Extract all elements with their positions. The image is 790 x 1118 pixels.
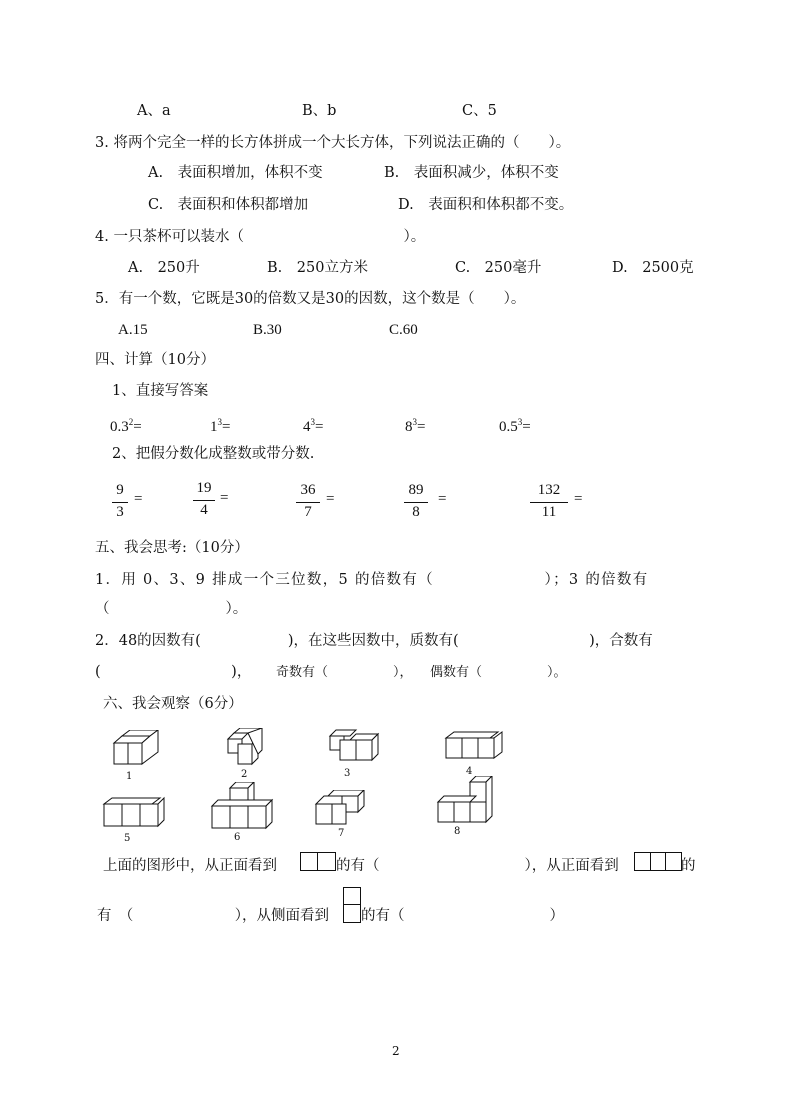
fraction-item: 132 11 =: [530, 482, 568, 522]
q4-option-b: B. 250立方米: [267, 260, 368, 276]
sec5-q2-line2b: 奇数有（ ），: [276, 665, 413, 680]
fraction-item: 89 8 =: [404, 482, 428, 522]
sec5-q2-line2c: 偶数有（ ）。: [430, 665, 567, 680]
section-4-sub1: 1、直接写答案: [112, 383, 209, 399]
q3-option-b: B. 表面积减少，体积不变: [384, 165, 559, 181]
q4-option-d: D. 2500克: [612, 260, 694, 276]
fraction-item: 19 4 =: [193, 480, 215, 522]
cube-figure-8: [434, 776, 498, 838]
section-4-sub2: 2、把假分数化成整数或带分数.: [112, 446, 315, 462]
cube-figure-6: [208, 782, 278, 844]
section-4-title: 四、计算（10分）: [95, 352, 215, 368]
cube-figure-2: [224, 728, 274, 780]
view-shape-two-stacked-squares: [343, 887, 361, 923]
q5-option-a: A.15: [118, 322, 148, 338]
figure-label: 5: [124, 833, 131, 844]
q5-option-b: B.30: [253, 322, 282, 338]
sec6-line2a: 有 （ ），从侧面看到: [97, 908, 329, 924]
q3-option-c: C. 表面积和体积都增加: [148, 197, 309, 213]
q2-option-c: C、5: [462, 103, 497, 119]
sec5-q1-line2: （ ）。: [95, 601, 248, 617]
sec5-q2-line2a: ( )，: [95, 664, 252, 680]
cube-figure-5: [100, 794, 170, 844]
sec6-line1b: 的有（ ），从正面看到: [336, 858, 619, 874]
view-shape-three-squares: [634, 852, 682, 871]
figure-label: 2: [241, 769, 248, 780]
q4-stem: 4. 一只茶杯可以装水（ ）。: [95, 229, 426, 245]
view-shape-two-squares: [300, 852, 336, 871]
q3-option-d: D. 表面积和体积都不变。: [398, 197, 574, 213]
figure-label: 8: [454, 826, 461, 837]
cube-figure-3: [326, 728, 386, 778]
q3-stem: 3. 将两个完全一样的长方体拼成一个大长方体，下列说法正确的（ ）。: [95, 135, 571, 151]
power-item: $4^3=$: [303, 417, 324, 435]
q2-option-a: A、a: [137, 103, 171, 119]
figure-label: 4: [466, 766, 473, 777]
cube-figure-4: [442, 728, 508, 780]
sec5-q2-line1: 2．48的因数有( )，在这些因数中，质数有( )，合数有: [95, 633, 653, 649]
q4-option-c: C. 250毫升: [455, 260, 542, 276]
sec6-line1c: 的: [681, 858, 696, 874]
q2-option-b: B、b: [302, 103, 337, 119]
power-item: $8^3=$: [405, 417, 426, 435]
sec6-line1a: 上面的图形中，从正面看到: [103, 858, 277, 874]
page-number: 2: [392, 1044, 400, 1058]
cube-figure-7: [312, 790, 372, 840]
sec6-line2b: 的有（ ）: [361, 908, 564, 924]
figure-label: 6: [234, 832, 241, 843]
power-item: $0.5^3=$: [499, 417, 531, 435]
section-6-title: 六、我会观察（6分）: [103, 696, 243, 712]
figure-label: 1: [126, 771, 133, 782]
figure-label: 7: [338, 828, 345, 839]
q4-option-a: A. 250升: [128, 260, 200, 276]
power-item: $1^3=$: [210, 417, 231, 435]
q3-option-a: A. 表面积增加，体积不变: [148, 165, 323, 181]
q5-option-c: C.60: [389, 322, 418, 338]
sec5-q1-line1: 1．用 0、3、9 排成一个三位数，5 的倍数有（ ）；3 的倍数有: [95, 572, 649, 588]
fraction-item: 36 7 =: [296, 482, 320, 522]
fraction-item: 9 3 =: [112, 482, 128, 522]
cube-figure-1: [108, 730, 168, 782]
power-item: $0.3^2=$: [110, 417, 142, 435]
figure-label: 3: [344, 768, 351, 778]
section-5-title: 五、我会思考:（10分）: [95, 540, 249, 556]
q5-stem: 5．有一个数，它既是30的倍数又是30的因数，这个数是（ ）。: [95, 291, 526, 307]
